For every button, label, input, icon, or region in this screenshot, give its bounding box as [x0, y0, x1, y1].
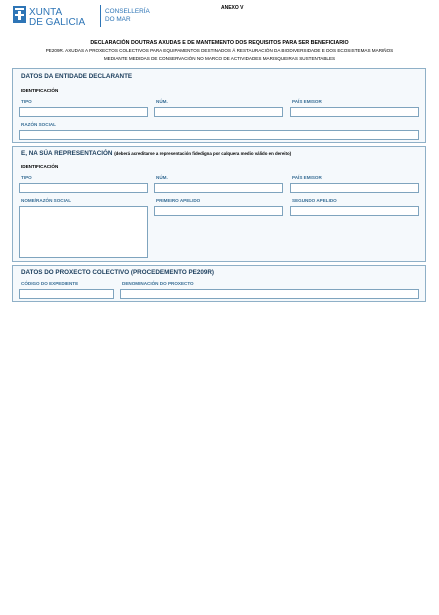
representative-type-label: TIPO [21, 175, 32, 180]
declarant-issuing-country-field[interactable] [290, 107, 419, 117]
subtitle-line-1: PE209R. AXUDAS A PROXECTOS COLECTIVOS PARA EQUIPAMENTOS DESTINADOS Á RESTAURACIÓN DA BIODIVERSIDADE E DOS ECOSISTEMAS MARIÑOS [45, 48, 394, 53]
project-section-title: DATOS DO PROXECTO COLECTIVO (PROCEDEMENTO PE209R) [21, 269, 215, 276]
declarant-number-field[interactable] [154, 107, 283, 117]
galicia-shield-icon [13, 4, 163, 30]
document-subtitle [0, 47, 439, 63]
declarant-identification-label: IDENTIFICACIÓN [21, 88, 59, 93]
representative-second-surname-label: SEGUNDO APELIDO [292, 198, 337, 203]
representative-section [12, 146, 426, 262]
representative-identification-label: IDENTIFICACIÓN [21, 164, 59, 169]
representative-note: (deberá acreditarse a representación fidedigna por calquera medio válido en dereito) [114, 151, 292, 156]
xunta-de-galicia-logo [13, 4, 163, 30]
representative-number-field[interactable] [154, 183, 283, 193]
representative-first-surname-label: PRIMEIRO APELIDO [156, 198, 201, 203]
declarant-section-title: DATOS DA ENTIDADE DECLARANTE [21, 73, 133, 80]
representative-first-surname-field[interactable] [154, 206, 283, 216]
representative-issuing-country-field[interactable] [290, 183, 419, 193]
project-file-code-label: CÓDIGO DO EXPEDIENTE [21, 281, 79, 286]
declarant-section [12, 68, 426, 143]
declarant-issuing-country-label: PAÍS EMISOR [292, 99, 322, 104]
project-name-label: DENOMINACIÓN DO PROXECTO [122, 281, 194, 286]
logo-line-2: DE GALICIA [29, 17, 86, 28]
subtitle-line-2: MEDIANTE MEDIDAS DE CONSERVACIÓN NO MARCO DE ACTIVIDADES MARISQUEIRAS SUSTENTABLES [103, 56, 336, 61]
representative-number-label: NÚM. [156, 175, 168, 180]
project-name-field[interactable] [120, 289, 419, 299]
representative-second-surname-field[interactable] [290, 206, 419, 216]
representative-name-label: NOME/RAZÓN SOCIAL [21, 198, 72, 203]
declarant-type-field[interactable] [19, 107, 148, 117]
department-line-2: DO MAR [105, 16, 131, 23]
department-line-1: CONSELLERÍA [105, 8, 150, 15]
representative-section-title [21, 150, 291, 157]
declarant-business-name-field[interactable] [19, 130, 419, 140]
representative-title-text: E, NA SÚA REPRESENTACIÓN [21, 150, 113, 157]
representative-name-field[interactable] [19, 206, 148, 258]
declarant-business-name-label: RAZÓN SOCIAL [21, 122, 56, 127]
representative-type-field[interactable] [19, 183, 148, 193]
project-file-code-field[interactable] [19, 289, 114, 299]
annex-label: ANEXO V [221, 5, 244, 11]
project-section [12, 265, 426, 302]
logo-line-1: XUNTA [29, 7, 63, 18]
representative-issuing-country-label: PAÍS EMISOR [292, 175, 322, 180]
declarant-type-label: TIPO [21, 99, 32, 104]
document-title: DECLARACIÓN DOUTRAS AXUDAS E DE MANTEMENTO DOS REQUISITOS PARA SER BENEFICIARIO [90, 40, 349, 46]
declarant-number-label: NÚM. [156, 99, 168, 104]
